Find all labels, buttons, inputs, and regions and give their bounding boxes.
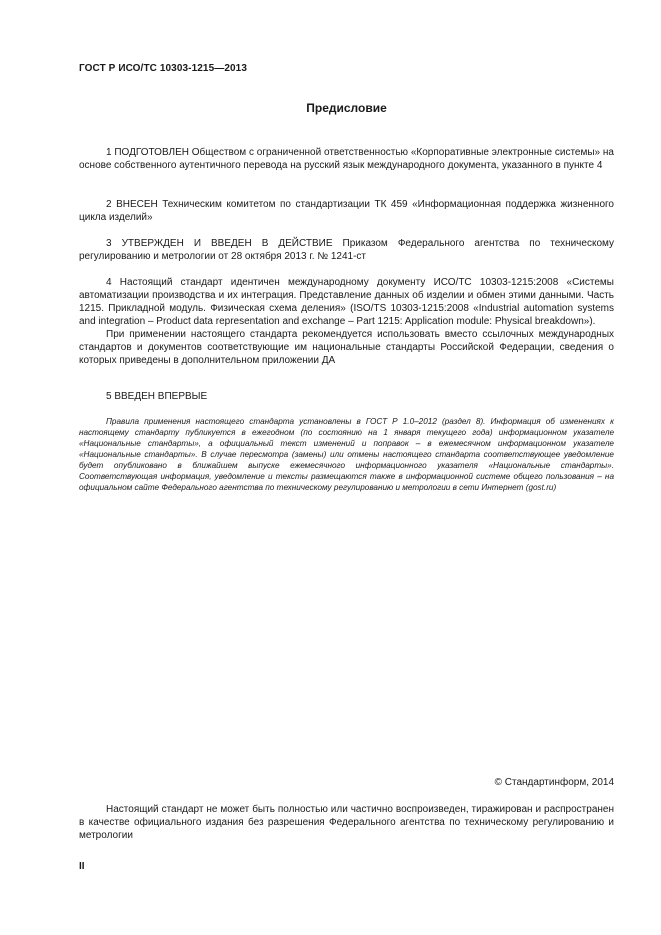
item-2-text: 2 ВНЕСЕН Техническим комитетом по стандартизации ТК 459 «Информационная поддержка жизненного цикла изделий»: [79, 199, 614, 223]
item-1-paragraph: [79, 146, 614, 172]
item-4-text: 4 Настоящий стандарт идентичен международному документу ИСО/ТС 10303-1215:2008 «Системы автоматизации производства и их интеграция. Представление данных об изделии и обмен этими данными. Часть 1215. Прикладной модуль. Физическая схема деления» (ISO/TS 10303-1215:2008 «Industrial automation systems and integration – Product data representation and exchange – Part 1215: Application module: Physical breakdown»).: [79, 277, 614, 327]
reproduction-restriction-text: Настоящий стандарт не может быть полностью или частично воспроизведен, тиражирован и распространен в качестве официального издания без разрешения Федерального агентства по техническому регулированию и метрологии: [79, 804, 614, 841]
item-3-paragraph: [79, 237, 614, 263]
copyright-notice: © Стандартинформ, 2014: [494, 777, 614, 788]
item-5-paragraph: [79, 390, 614, 403]
application-rules-note: Правила применения настоящего стандарта установлены в ГОСТ Р 1.0–2012 (раздел 8). Информация об изменениях к настоящему стандарту публикуется в ежегодном (по состоянию на 1 января текущего года) информационном указателе «Национальные стандарты», а официальный текст изменений и поправок – в ежемесячном информационном указателе «Национальные стандарты». В случае пересмотра (замены) или отмены настоящего стандарта соответствующее уведомление будет опубликовано в ближайшем выпуске ежемесячного информационного указателя «Национальные стандарты». Соответствующая информация, уведомление и тексты размещаются также в информационной системе общего пользования – на официальном сайте Федерального агентства по техническому регулированию и метрологии в сети Интернет (gost.ru): [79, 417, 614, 492]
item-4-text-continued: При применении настоящего стандарта рекомендуется использовать вместо ссылочных международных стандартов и документов соответствующие им национальные стандарты Российской Федерации, сведения о которых приведены в дополнительном приложении ДА: [79, 329, 614, 366]
item-1-text: 1 ПОДГОТОВЛЕН Обществом с ограниченной ответственностью «Корпоративные электронные системы» на основе собственного аутентичного перевода на русский язык международного документа, указанного в пункте 4: [79, 147, 614, 171]
document-code-header: ГОСТ Р ИСО/ТС 10303-1215—2013: [79, 63, 247, 74]
item-3-text: 3 УТВЕРЖДЕН И ВВЕДЕН В ДЕЙСТВИЕ Приказом Федерального агентства по техническому регулированию и метрологии от 28 октября 2013 г. № 1241-ст: [79, 238, 614, 262]
page-number: II: [79, 861, 85, 872]
item-2-paragraph: [79, 198, 614, 224]
item-4-paragraph: [79, 276, 614, 367]
page-title: Предисловие: [306, 101, 387, 115]
item-5-text: 5 ВВЕДЕН ВПЕРВЫЕ: [106, 391, 208, 402]
